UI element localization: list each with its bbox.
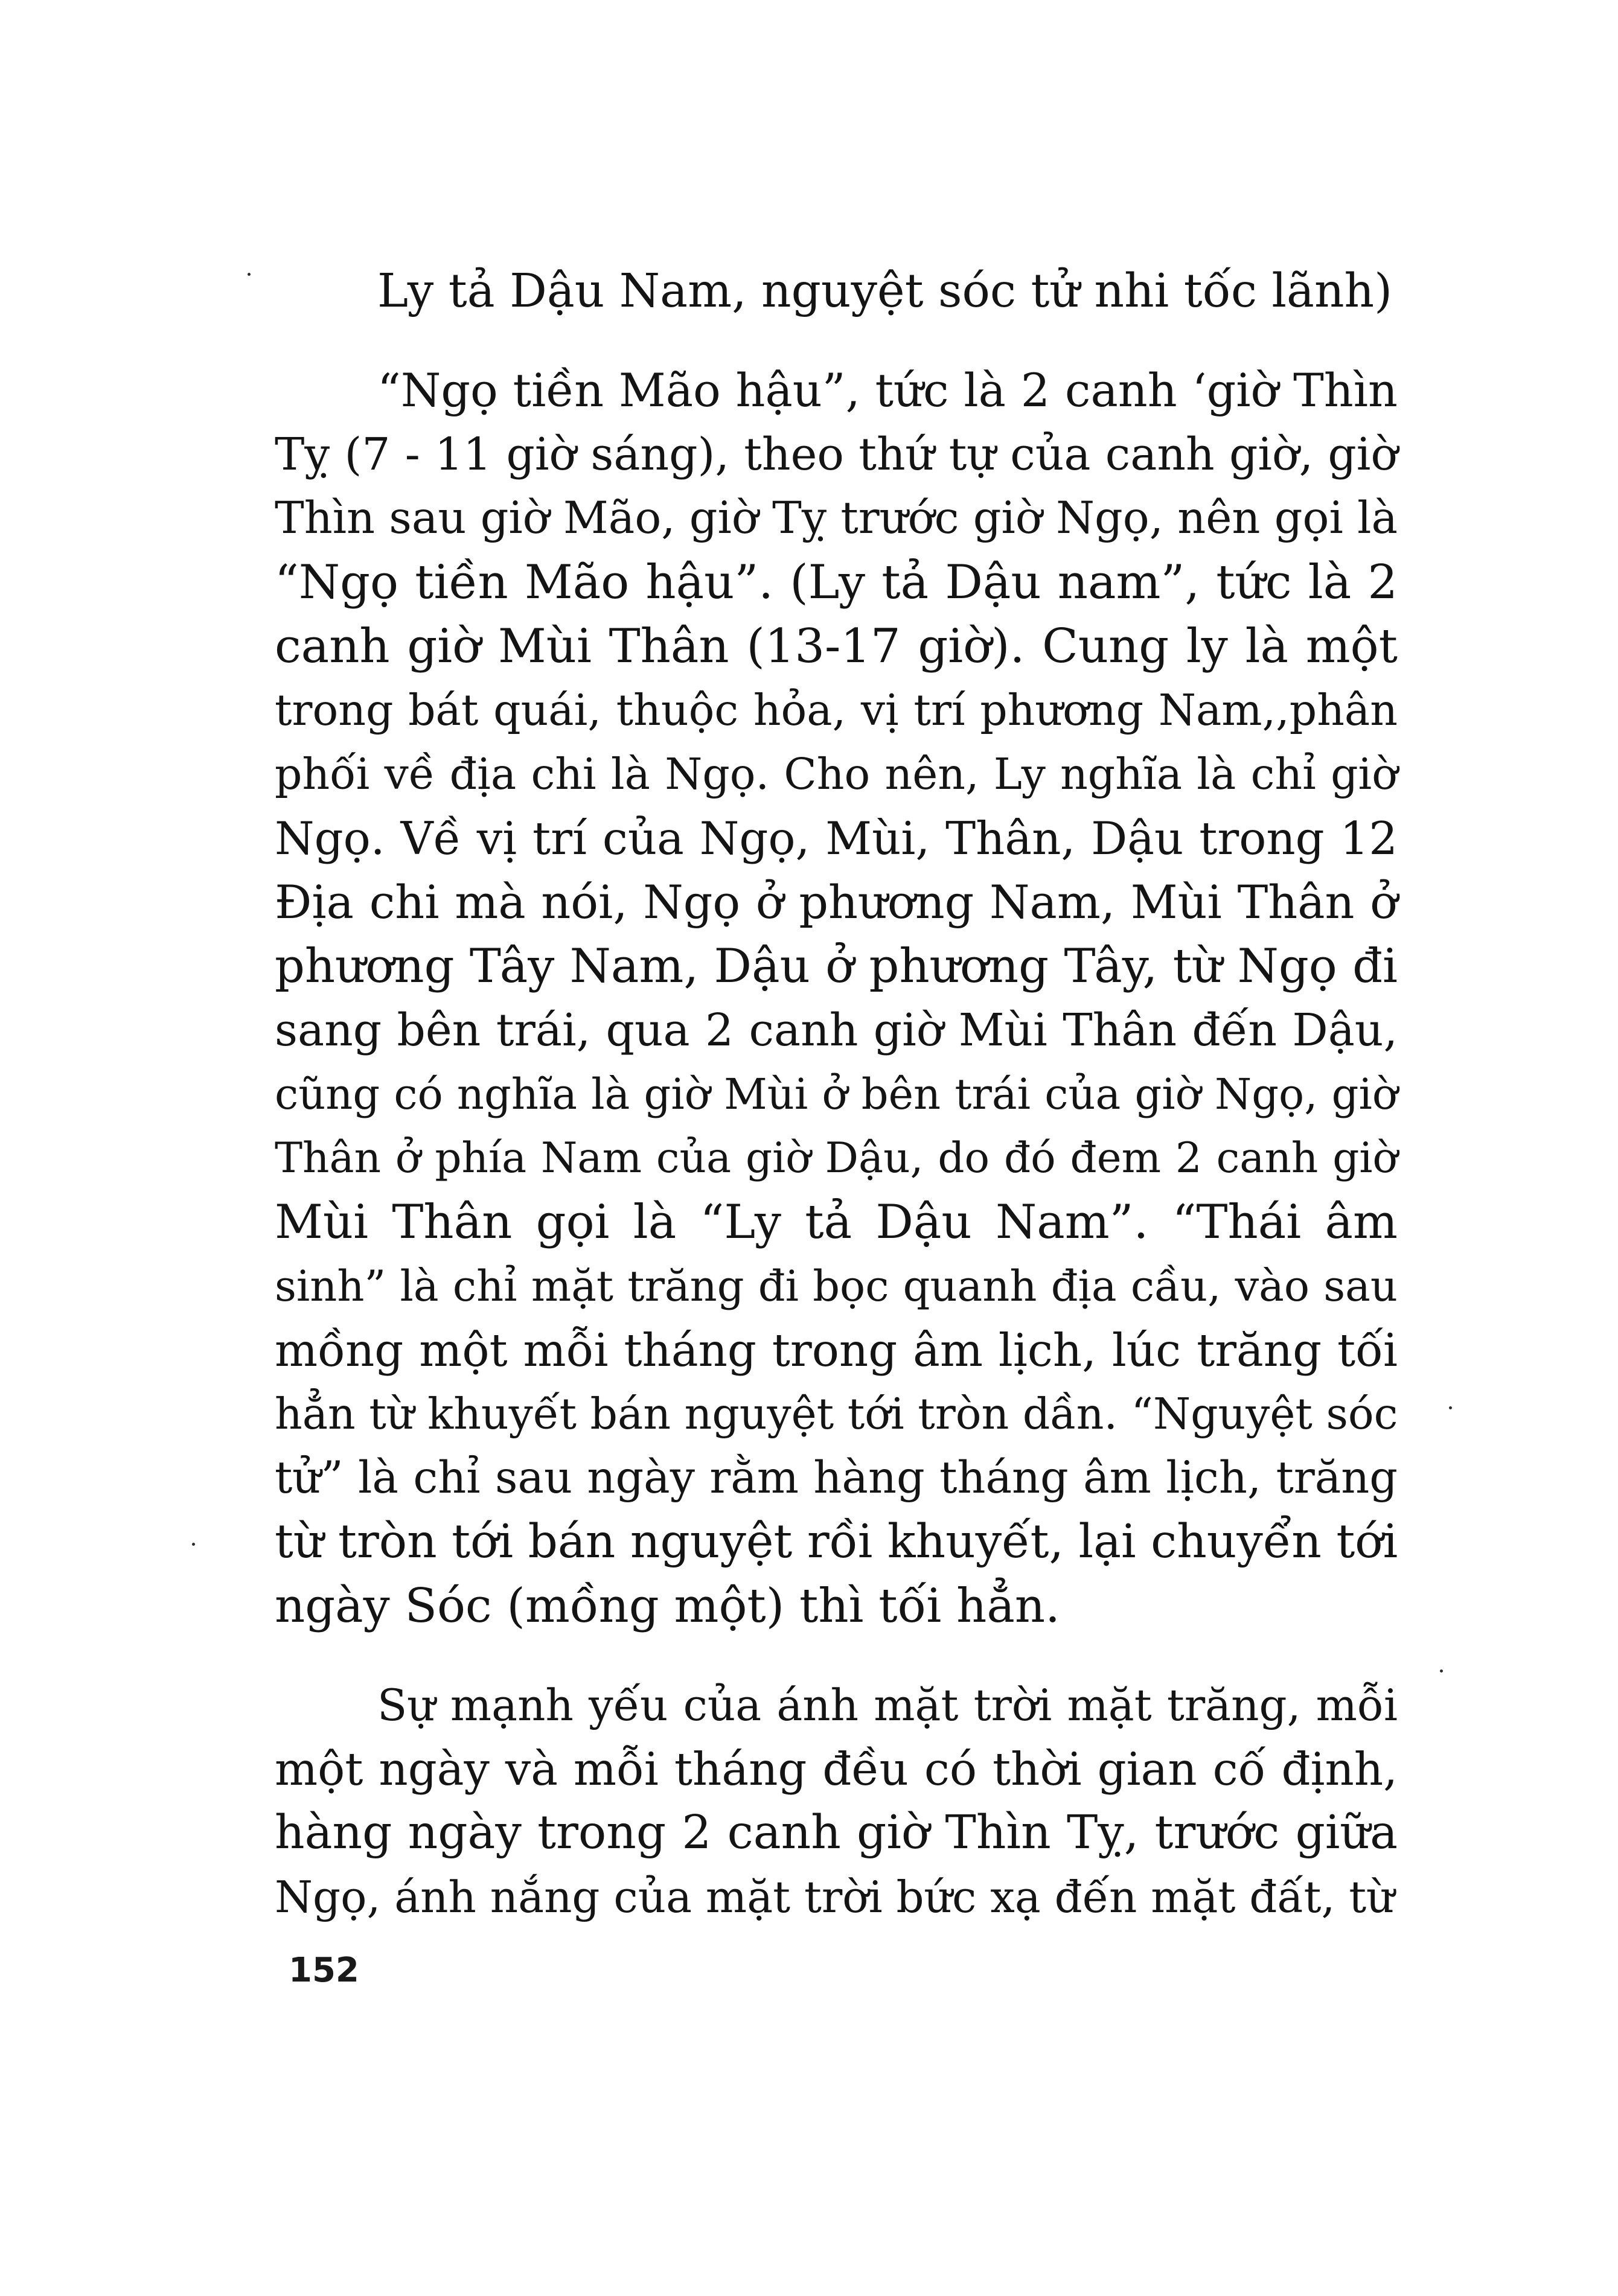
text-line: “Ngọ tiền Mão hậu”. (Ly tả Dậu nam”, tức là 2 <box>275 555 1398 610</box>
text-line: phương Tây Nam, Dậu ở phương Tây, từ Ngọ đi <box>275 939 1398 993</box>
text-line: Địa chi mà nói, Ngọ ở phương Nam, Mùi Thân ở <box>275 875 1398 929</box>
text-line: tử” là chỉ sau ngày rằm hàng tháng âm lịch, trăng <box>275 1452 1398 1504</box>
text-line: hẳn từ khuyết bán nguyệt tới tròn dần. “Nguyệt sóc <box>275 1389 1398 1439</box>
scan-speck <box>192 1543 195 1546</box>
page-number: 152 <box>289 1951 359 1990</box>
scan-speck <box>1449 1406 1452 1409</box>
text-line: Sự mạnh yếu của ánh mặt trời mặt trăng, mỗi <box>377 1680 1398 1730</box>
text-line: Mùi Thân gọi là “Ly tả Dậu Nam”. “Thái âm <box>275 1195 1398 1249</box>
paragraph-gap <box>275 324 1398 359</box>
text-line: Ngọ, ánh nắng của mặt trời bức xạ đến mặt đất, từ <box>275 1872 1395 1922</box>
text-line: ngày Sóc (mồng một) thì tối hẳn. <box>275 1579 1060 1633</box>
text-line: Thìn sau giờ Mão, giờ Tỵ trước giờ Ngọ, nên gọi là <box>275 493 1398 544</box>
text-line: một ngày và mỗi tháng đều có thời gian cố định, <box>275 1743 1398 1796</box>
text-line: canh giờ Mùi Thân (13-17 giờ). Cung ly là một <box>275 619 1398 674</box>
scan-speck <box>1440 1669 1443 1673</box>
text-line: từ tròn tới bán nguyệt rồi khuyết, lại chuyển tới <box>275 1515 1398 1569</box>
paragraph-gap <box>275 1638 1398 1673</box>
text-line: Thân ở phía Nam của giờ Dậu, do đó đem 2 canh giờ <box>275 1134 1398 1182</box>
scan-speck <box>248 273 251 276</box>
text-line: Ngọ. Về vị trí của Ngọ, Mùi, Thân, Dậu trong 12 <box>275 812 1398 865</box>
opening-line: Ly tả Dậu Nam, nguyệt sóc tử nhi tốc lãnh) <box>377 264 1393 318</box>
text-line: trong bát quái, thuộc hỏa, vị trí phương Nam,,phân <box>275 685 1398 735</box>
paragraph-1 <box>275 359 1398 1638</box>
text-line: phối về địa chi là Ngọ. Cho nên, Ly nghĩa là chỉ giờ <box>275 749 1398 799</box>
text-line: “Ngọ tiền Mão hậu”, tức là 2 canh ‘giờ Thìn <box>377 363 1398 417</box>
body-text <box>275 260 1398 1929</box>
text-line: Tỵ (7 - 11 giờ sáng), theo thứ tự của canh giờ, giờ <box>275 429 1398 480</box>
text-line: cũng có nghĩa là giờ Mùi ở bên trái của giờ Ngọ, giờ <box>275 1070 1398 1119</box>
paragraph-2 <box>275 1673 1398 1929</box>
text-line: sang bên trái, qua 2 canh giờ Mùi Thân đến Dậu, <box>275 1004 1398 1056</box>
text-line: hàng ngày trong 2 canh giờ Thìn Tỵ, trước giữa <box>275 1806 1398 1860</box>
text-line: sinh” là chỉ mặt trăng đi bọc quanh địa cầu, vào sau <box>275 1261 1398 1311</box>
text-line: mồng một mỗi tháng trong âm lịch, lúc trăng tối <box>275 1324 1398 1377</box>
